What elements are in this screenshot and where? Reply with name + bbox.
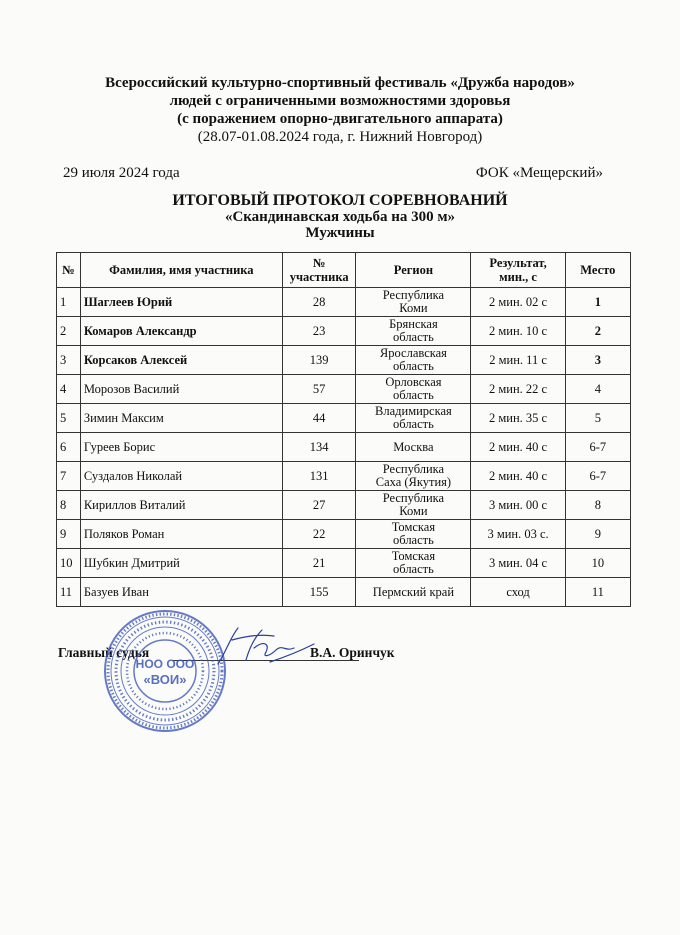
participant-region: Республика Коми <box>356 491 471 520</box>
row-num: 6 <box>57 433 81 462</box>
participant-result: 2 мин. 35 с <box>471 404 565 433</box>
header-name: Фамилия, имя участника <box>80 253 282 288</box>
competition-venue: ФОК «Мещерский» <box>475 165 603 181</box>
protocol-category: Мужчины <box>305 225 375 241</box>
results-table <box>56 252 631 607</box>
participant-bib: 131 <box>282 462 356 491</box>
participant-place: 3 <box>565 346 630 375</box>
table-row <box>57 491 631 520</box>
header-place: Место <box>565 253 630 288</box>
participant-result: 3 мин. 04 с <box>471 549 565 578</box>
header-result: Результат, мин., с <box>471 253 565 288</box>
participant-name: Корсаков Алексей <box>80 346 282 375</box>
participant-place: 1 <box>565 288 630 317</box>
table-header-row <box>57 253 631 288</box>
festival-dates: (28.07-01.08.2024 года, г. Нижний Новгород) <box>197 129 483 145</box>
participant-result: 2 мин. 11 с <box>471 346 565 375</box>
participant-place: 11 <box>565 578 630 607</box>
participant-result: 2 мин. 22 с <box>471 375 565 404</box>
festival-subtitle: людей с ограниченными возможностями здоровья <box>169 93 511 109</box>
table-row <box>57 462 631 491</box>
participant-bib: 28 <box>282 288 356 317</box>
participant-bib: 134 <box>282 433 356 462</box>
table-row <box>57 317 631 346</box>
participant-result: сход <box>471 578 565 607</box>
participant-region: Томская область <box>356 549 471 578</box>
participant-place: 10 <box>565 549 630 578</box>
table-row <box>57 520 631 549</box>
chief-judge-label: Главный судья <box>58 645 150 660</box>
participant-result: 2 мин. 02 с <box>471 288 565 317</box>
table-row <box>57 375 631 404</box>
row-num: 10 <box>57 549 81 578</box>
festival-category: (с поражением опорно-двигательного аппарата) <box>177 111 503 127</box>
participant-bib: 57 <box>282 375 356 404</box>
participant-region: Ярославская область <box>356 346 471 375</box>
seal-center-line2: «ВОИ» <box>143 672 187 687</box>
participant-region: Республика Коми <box>356 288 471 317</box>
protocol-main-title: ИТОГОВЫЙ ПРОТОКОЛ СОРЕВНОВАНИЙ <box>172 192 508 209</box>
participant-place: 8 <box>565 491 630 520</box>
participant-result: 2 мин. 40 с <box>471 433 565 462</box>
table-row <box>57 404 631 433</box>
participant-bib: 21 <box>282 549 356 578</box>
row-num: 9 <box>57 520 81 549</box>
document-header <box>0 74 680 146</box>
table-row <box>57 549 631 578</box>
row-num: 5 <box>57 404 81 433</box>
row-num: 1 <box>57 288 81 317</box>
participant-bib: 23 <box>282 317 356 346</box>
row-num: 3 <box>57 346 81 375</box>
participant-region: Владимирская область <box>356 404 471 433</box>
table-row <box>57 578 631 607</box>
participant-region: Томская область <box>356 520 471 549</box>
participant-name: Кириллов Виталий <box>80 491 282 520</box>
participant-name: Зимин Максим <box>80 404 282 433</box>
seal-center-line1: НОО ООО <box>135 657 195 671</box>
table-row <box>57 346 631 375</box>
row-num: 7 <box>57 462 81 491</box>
participant-place: 5 <box>565 404 630 433</box>
participant-name: Суздалов Николай <box>80 462 282 491</box>
participant-place: 2 <box>565 317 630 346</box>
table-row <box>57 433 631 462</box>
participant-name: Гуреев Борис <box>80 433 282 462</box>
protocol-event: «Скандинавская ходьба на 300 м» <box>224 209 456 225</box>
participant-place: 4 <box>565 375 630 404</box>
participant-region: Орловская область <box>356 375 471 404</box>
row-num: 4 <box>57 375 81 404</box>
participant-bib: 139 <box>282 346 356 375</box>
participant-name: Морозов Василий <box>80 375 282 404</box>
row-num: 11 <box>57 578 81 607</box>
header-bib: № участника <box>282 253 356 288</box>
participant-name: Шубкин Дмитрий <box>80 549 282 578</box>
participant-bib: 22 <box>282 520 356 549</box>
participant-region: Пермский край <box>356 578 471 607</box>
table-row <box>57 288 631 317</box>
participant-bib: 27 <box>282 491 356 520</box>
participant-name: Базуев Иван <box>80 578 282 607</box>
participant-bib: 44 <box>282 404 356 433</box>
participant-region: Республика Саха (Якутия) <box>356 462 471 491</box>
date-venue-line <box>63 165 603 182</box>
row-num: 8 <box>57 491 81 520</box>
participant-region: Брянская область <box>356 317 471 346</box>
participant-place: 6-7 <box>565 462 630 491</box>
participant-place: 9 <box>565 520 630 549</box>
protocol-title <box>0 193 680 241</box>
header-num: № <box>57 253 81 288</box>
handwritten-signature <box>210 622 320 672</box>
participant-result: 3 мин. 03 с. <box>471 520 565 549</box>
participant-bib: 155 <box>282 578 356 607</box>
participant-result: 3 мин. 00 с <box>471 491 565 520</box>
participant-region: Москва <box>356 433 471 462</box>
participant-place: 6-7 <box>565 433 630 462</box>
participant-result: 2 мин. 10 с <box>471 317 565 346</box>
festival-title: Всероссийский культурно-спортивный фестиваль «Дружба народов» <box>105 75 575 91</box>
participant-name: Поляков Роман <box>80 520 282 549</box>
participant-name: Шаглеев Юрий <box>80 288 282 317</box>
chief-judge-name: В.А. Оринчук <box>310 645 395 660</box>
participant-result: 2 мин. 40 с <box>471 462 565 491</box>
header-region: Регион <box>356 253 471 288</box>
row-num: 2 <box>57 317 81 346</box>
competition-date: 29 июля 2024 года <box>63 165 180 181</box>
participant-name: Комаров Александр <box>80 317 282 346</box>
